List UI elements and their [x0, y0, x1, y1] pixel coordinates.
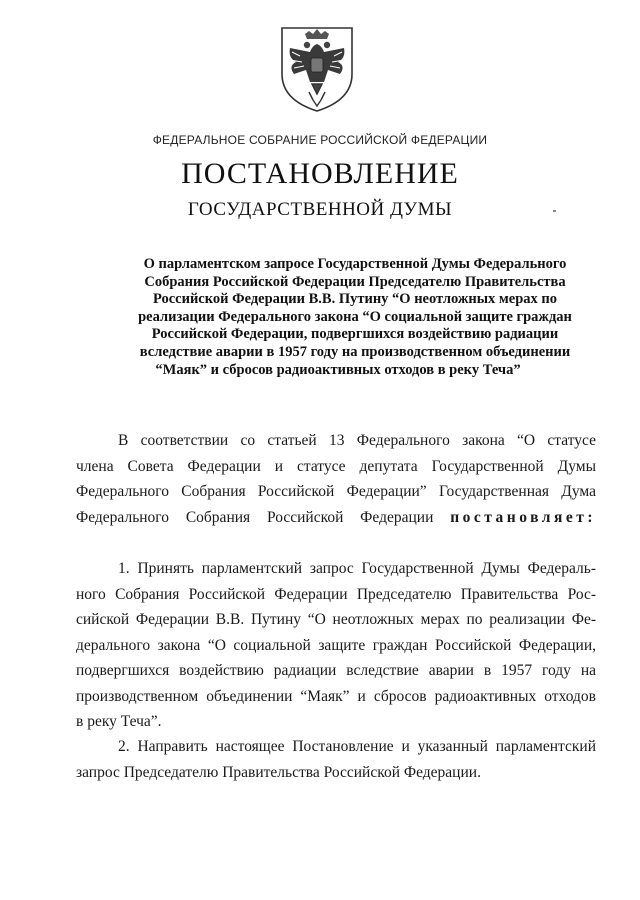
- paragraph-line-text: Федерального Собрания Российской Федерации: [76, 508, 434, 526]
- paragraph-line: 1. Принять парламентский запрос Государственной Думы Федераль-: [118, 560, 596, 577]
- preamble-paragraph: [76, 428, 596, 530]
- subject-line: Собрания Российской Федерации Председателю Правительства: [144, 273, 566, 290]
- paragraph-line: производственном объединении “Маяк” и сбросов радиоактивных отходов: [76, 687, 596, 705]
- paragraph-line: 2. Направить настоящее Постановление и указанный парламентский: [118, 738, 596, 755]
- paragraph-line: [76, 505, 596, 531]
- document-type-title: ПОСТАНОВЛЕНИЕ: [181, 157, 459, 190]
- russian-coat-of-arms-icon: [276, 22, 358, 114]
- paragraph-line: сийской Федерации В.В. Путину “О неотложных мерах по реализации Фе-: [76, 611, 596, 628]
- paragraph-line: Федерального Собрания Российской Федерации” Государственная Дума: [76, 483, 596, 500]
- subject-line: О парламентском запросе Государственной Думы Федерального: [143, 256, 567, 272]
- subject-line: вследствие аварии в 1957 году на производственном объединении: [139, 343, 571, 360]
- subject-line: реализации Федерального закона “О социальной защите граждан: [138, 308, 572, 325]
- paragraph-line: подвергшихся воздействию радиации вследствие аварии в 1957 году на: [76, 662, 596, 679]
- subject-line: Российской Федерации В.В. Путину “О неотложных мерах по: [152, 291, 558, 308]
- resolution-subject: [120, 256, 590, 379]
- issuing-body-title: ГОСУДАРСТВЕННОЙ ДУМЫ: [187, 199, 453, 220]
- clause-2: [76, 734, 596, 785]
- scan-speck: [553, 210, 556, 212]
- paragraph-line: запрос Председателю Правительства Российской Федерации.: [76, 763, 481, 781]
- subject-line: “Маяк” и сбросов радиоактивных отходов в реку Теча”: [155, 361, 521, 378]
- organization-title: ФЕДЕРАЛЬНОЕ СОБРАНИЕ РОССИЙСКОЙ ФЕДЕРАЦИИ: [152, 133, 488, 147]
- paragraph-line: дерального закона “О социальной защите граждан Российской Федерации,: [76, 636, 596, 654]
- subject-line: Российской Федерации, подвергшихся воздействию радиации: [151, 326, 559, 343]
- paragraph-line: члена Совета Федерации и статусе депутата Государственной Думы: [76, 457, 596, 475]
- paragraph-line: ного Собрания Российской Федерации Председателю Правительства Рос-: [76, 585, 596, 603]
- paragraph-line: в реку Теча”.: [76, 713, 162, 730]
- clause-1: [76, 556, 596, 735]
- resolves-keyword: постановляет:: [450, 508, 596, 526]
- coat-of-arms-emblem: [276, 22, 358, 114]
- paragraph-line: В соответствии со статьей 13 Федерального закона “О статусе: [118, 432, 596, 449]
